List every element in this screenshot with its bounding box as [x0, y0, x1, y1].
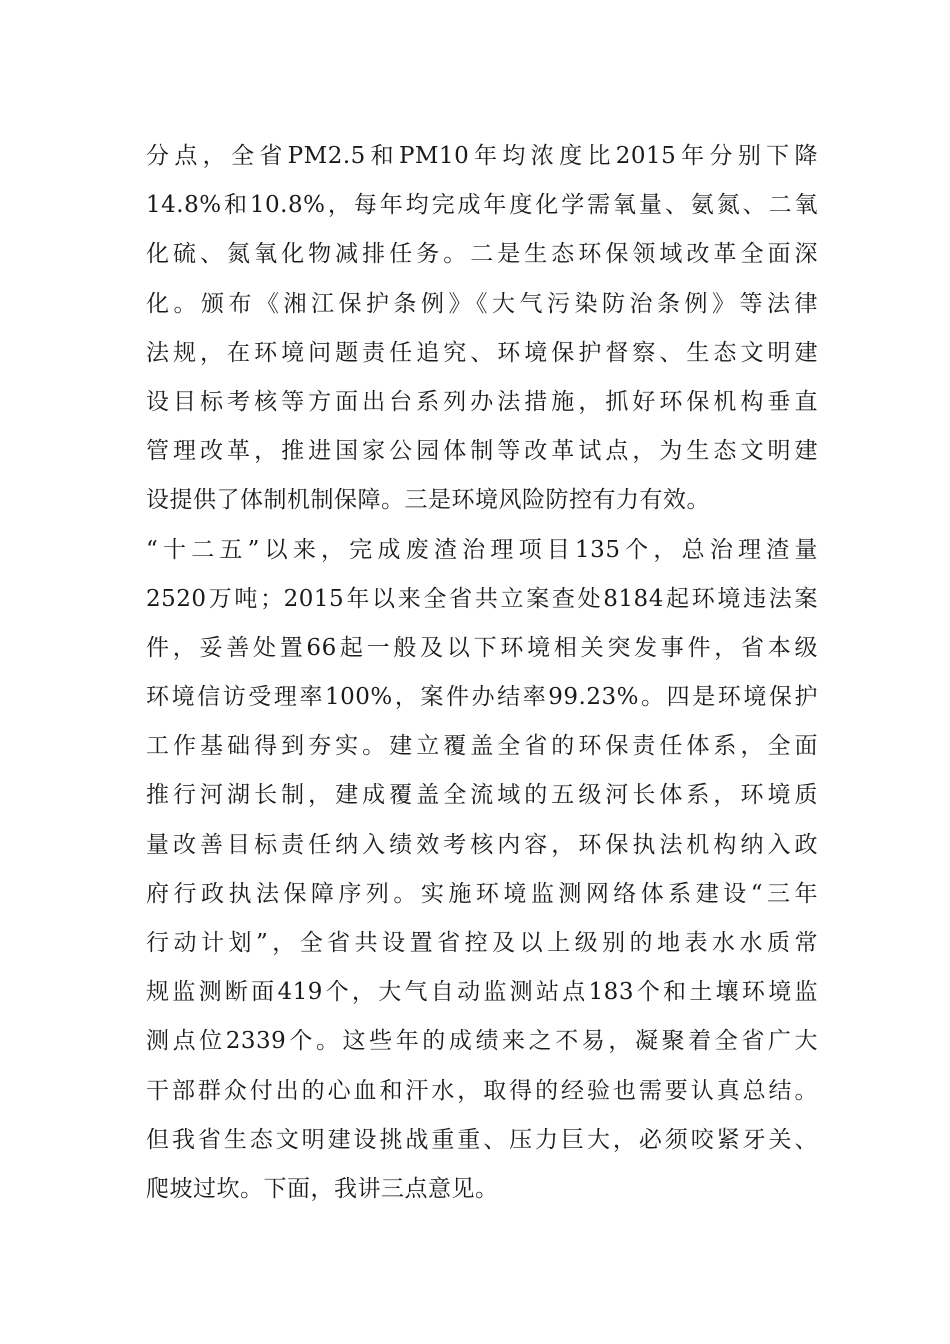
text-line-12: 环境信访受理率100%，案件办结率99.23%。四是环境保护	[146, 684, 818, 711]
text-line-11: 件，妥善处置66起一般及以下环境相关突发事件，省本级	[146, 634, 818, 661]
text-line-6: 设目标考核等方面出台系列办法措施，抓好环保机构垂直	[146, 388, 818, 415]
text-line-14: 推行河湖长制，建成覆盖全流域的五级河长体系，环境质	[146, 782, 818, 809]
text-line-13: 工作基础得到夯实。建立覆盖全省的环保责任体系，全面	[146, 733, 818, 760]
text-line-4: 化。颁布《湘江保护条例》《大气污染防治条例》等法律	[146, 290, 818, 317]
text-line-2: 14.8%和10.8%，每年均完成年度化学需氧量、氨氮、二氧	[146, 192, 818, 219]
body-text	[146, 132, 818, 1214]
text-line-19: 测点位2339个。这些年的成绩来之不易，凝聚着全省广大	[146, 1028, 818, 1055]
text-line-8: 设提供了体制机制保障。三是环境风险防控有力有效。	[146, 487, 710, 514]
text-line-20: 干部群众付出的心血和汗水，取得的经验也需要认真总结。	[146, 1077, 818, 1104]
text-line-16: 府行政执法保障序列。实施环境监测网络体系建设“三年	[146, 880, 818, 907]
text-line-22: 爬坡过坎。下面，我讲三点意见。	[146, 1175, 499, 1202]
text-line-10: 2520万吨；2015年以来全省共立案查处8184起环境违法案	[146, 585, 818, 612]
text-line-15: 量改善目标责任纳入绩效考核内容，环保执法机构纳入政	[146, 831, 818, 858]
text-line-9: “十二五”以来，完成废渣治理项目135个，总治理渣量	[146, 536, 818, 563]
text-line-5: 法规，在环境问题责任追究、环境保护督察、生态文明建	[146, 339, 818, 366]
text-line-3: 化硫、氮氧化物减排任务。二是生态环保领域改革全面深	[146, 241, 818, 268]
text-line-18: 规监测断面419个，大气自动监测站点183个和土壤环境监	[146, 979, 818, 1006]
text-line-17: 行动计划”，全省共设置省控及以上级别的地表水水质常	[146, 930, 818, 956]
text-line-21: 但我省生态文明建设挑战重重、压力巨大，必须咬紧牙关、	[146, 1126, 818, 1153]
text-line-7: 管理改革，推进国家公园体制等改革试点，为生态文明建	[146, 438, 818, 465]
text-line-1: 分点，全省PM2.5和PM10年均浓度比2015年分别下降	[146, 143, 818, 169]
